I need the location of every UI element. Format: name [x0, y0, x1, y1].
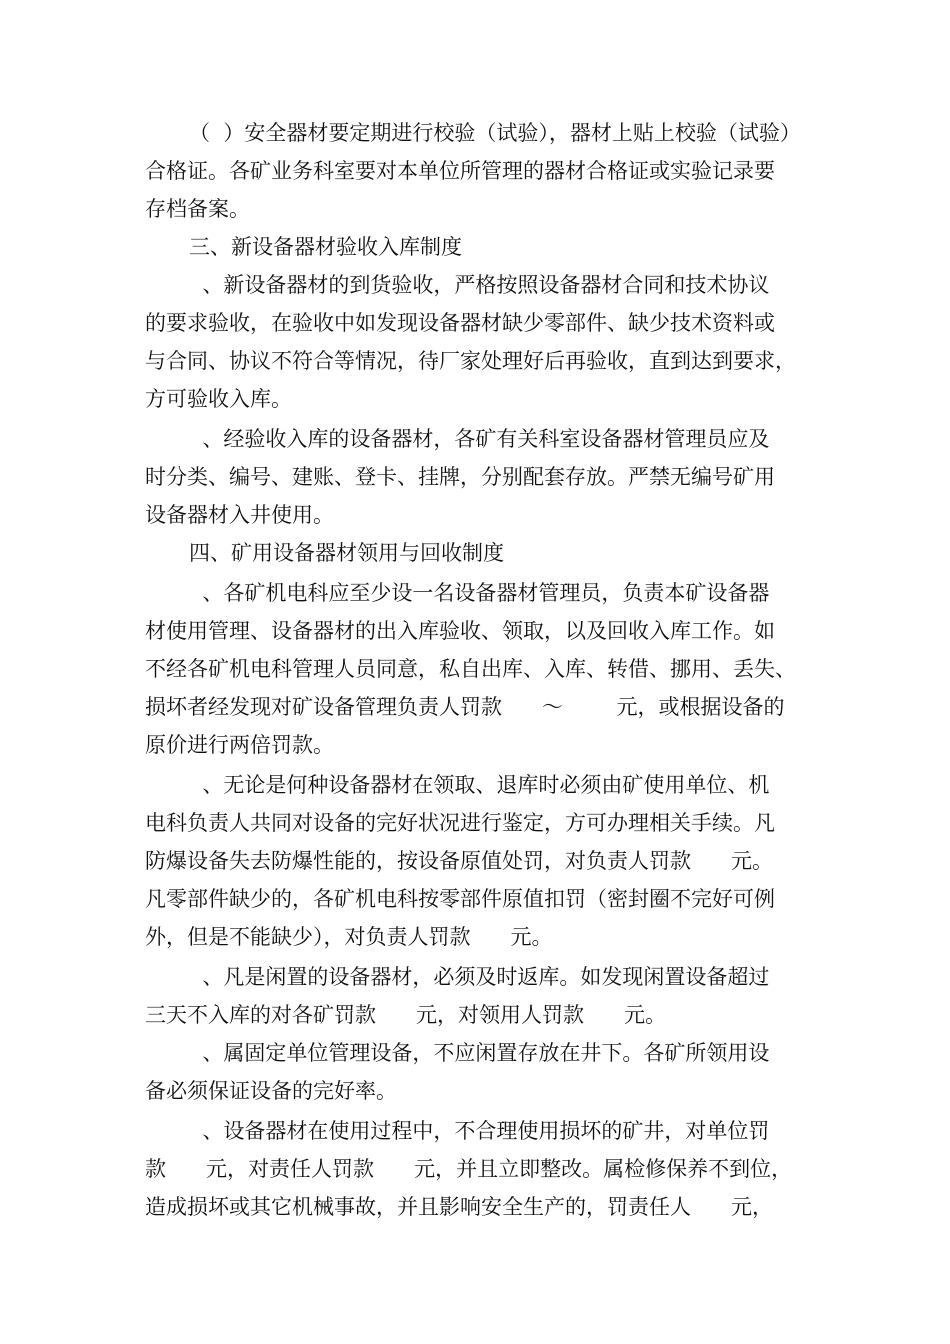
- text-line: 、各矿机电科应至少设一名设备器材管理员，负责本矿设备器: [189, 581, 770, 605]
- text-line: 凡零部件缺少的，各矿机电科按零部件原值扣罚（密封圈不完好可例: [145, 887, 775, 911]
- paragraph-storage: [145, 420, 810, 534]
- text-line: 造成损坏或其它机械事故，并且影响安全生产的，罚责任人 元，: [145, 1195, 774, 1219]
- paragraph-manager: [145, 574, 810, 764]
- text-line: 、经验收入库的设备器材，各矿有关科室设备器材管理员应及: [189, 427, 770, 451]
- text-line: 不经各矿机电科管理人员同意，私自出库、入库、转借、挪用、丢失、: [145, 657, 796, 681]
- text-line: 、新设备器材的到货验收，严格按照设备器材合同和技术协议: [189, 273, 770, 297]
- text-line: 备必须保证设备的完好率。: [145, 1079, 397, 1103]
- text-line: 款 元，对责任人罚款 元，并且立即整改。属检修保养不到位，: [145, 1157, 793, 1181]
- text-line: 合格证。各矿业务科室要对本单位所管理的器材合格证或实验记录要: [145, 159, 775, 183]
- text-line: 防爆设备失去防爆性能的，按设备原值处罚，对负责人罚款 元。: [145, 849, 774, 873]
- paragraph-idle-return: [145, 958, 810, 1034]
- text-line: 电科负责人共同对设备的完好状况进行鉴定，方可办理相关手续。凡: [145, 811, 775, 835]
- text-line: 、凡是闲置的设备器材，必须及时返库。如发现闲置设备超过: [189, 965, 770, 989]
- paragraph-misuse: [145, 1112, 810, 1226]
- text-line: 外，但是不能缺少），对负责人罚款 元。: [145, 925, 553, 949]
- paragraph-inspection: [145, 766, 810, 956]
- text-line: 三天不入库的对各矿罚款 元，对领用人罚款 元。: [145, 1003, 667, 1027]
- text-line: 与合同、协议不符合等情况，待厂家处理好后再验收，直到达到要求，: [145, 349, 796, 373]
- text-line: 损坏者经发现对矿设备管理负责人罚款 ～ 元，或根据设备的: [145, 695, 785, 719]
- text-line: 、无论是何种设备器材在领取、退库时必须由矿使用单位、机: [189, 773, 770, 797]
- heading-text: 三、新设备器材验收入库制度: [189, 235, 462, 259]
- heading-text: 四、矿用设备器材领用与回收制度: [189, 541, 504, 565]
- text-line: 方可验收入库。: [145, 387, 292, 411]
- text-line: 、设备器材在使用过程中，不合理使用损坏的矿井，对单位罚: [189, 1119, 770, 1143]
- paragraph-fixed-unit: [145, 1034, 810, 1110]
- paragraph-acceptance: [145, 266, 810, 418]
- text-line: 的要求验收，在验收中如发现设备器材缺少零部件、缺少技术资料或: [145, 311, 775, 335]
- text-line: 原价进行两倍罚款。: [145, 733, 334, 757]
- text-line: 存档备案。: [145, 197, 250, 221]
- section-heading-4: [145, 534, 810, 572]
- text-line: 材使用管理、设备器材的出入库验收、领取，以及回收入库工作。如: [145, 619, 775, 643]
- paragraph-calibration: [145, 114, 810, 228]
- text-line: 设备器材入井使用。: [145, 503, 334, 527]
- section-heading-3: [145, 228, 810, 266]
- text-line: 、属固定单位管理设备，不应闲置存放在井下。各矿所领用设: [189, 1041, 770, 1065]
- text-line: （ ）安全器材要定期进行校验（试验），器材上贴上校验（试验）: [189, 121, 801, 145]
- text-line: 时分类、编号、建账、登卡、挂牌，分别配套存放。严禁无编号矿用: [145, 465, 775, 489]
